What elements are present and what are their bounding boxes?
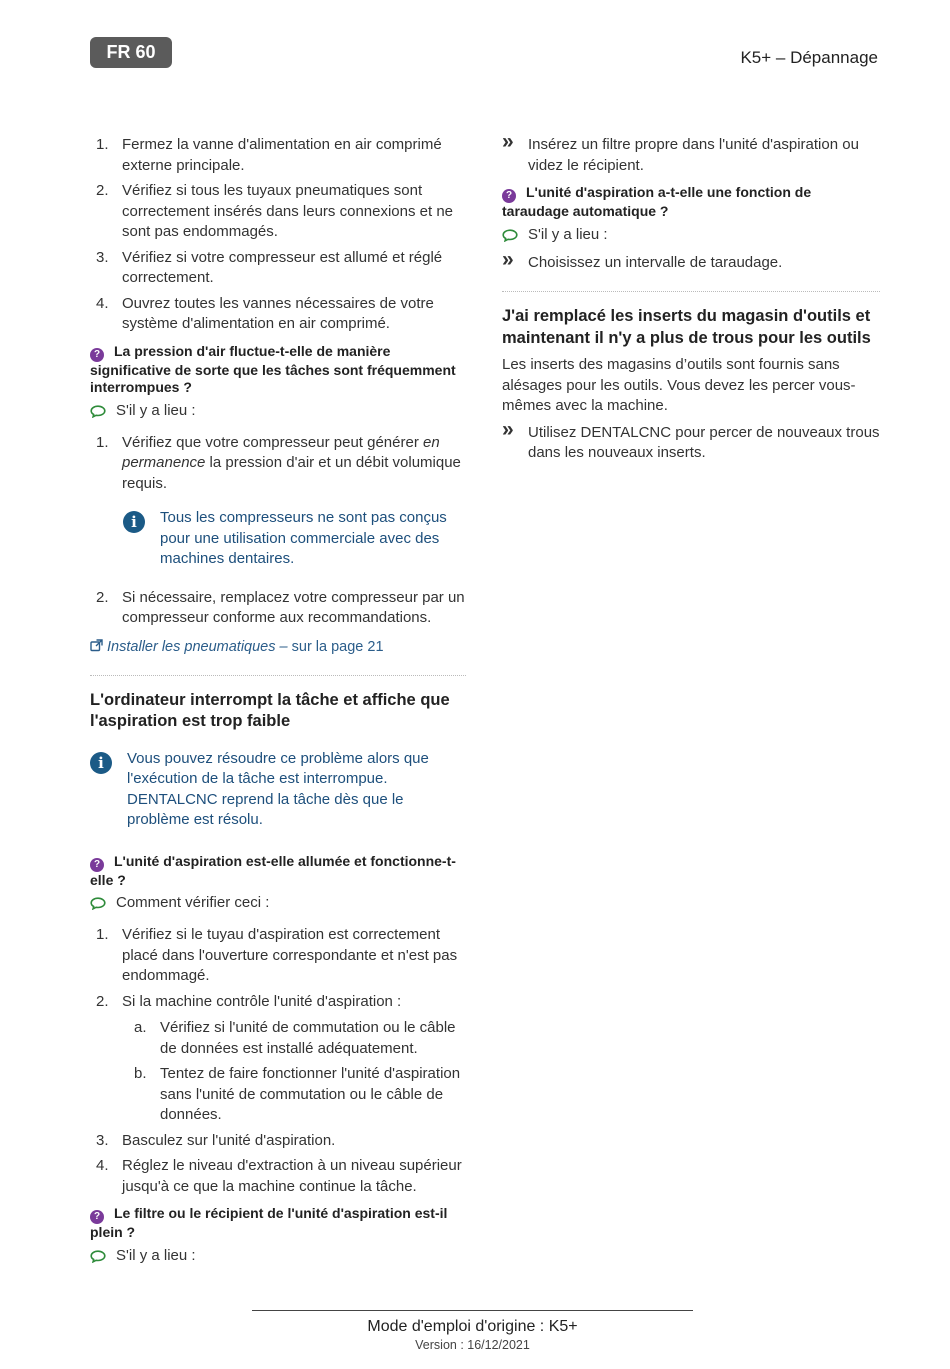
question-pressure — [90, 343, 466, 397]
answer-pressure — [90, 401, 466, 421]
list-item — [90, 294, 466, 335]
list-item — [122, 1064, 466, 1126]
step-text: Réglez le niveau d'extraction à un niveau supérieur jusqu'à ce que la machine continue la tâche. — [122, 1157, 462, 1195]
step-text: Vérifiez que votre compresseur peut générer — [122, 433, 423, 451]
paragraph-inserts: Les inserts des magasins d’outils sont fournis sans alésages pour les outils. Vous devez les percer vous-mêmes avec la machine. — [502, 356, 856, 414]
action-item — [502, 130, 880, 176]
step-text: Vérifiez si l'unité de commutation ou le câble de données est installé adéquatement. — [160, 1019, 456, 1057]
step-list — [90, 925, 466, 1197]
step-text: Si nécessaire, remplacez votre compresseur par un compresseur conforme aux recommandations. — [122, 588, 465, 626]
page-header-title: K5+ – Dépannage — [740, 48, 878, 67]
answer-suction-on — [90, 893, 466, 913]
info-text: Tous les compresseurs ne sont pas conçus pour une utilisation commerciale avec des machines dentaires. — [160, 509, 447, 567]
step-number: 2. — [96, 588, 109, 606]
step-list — [90, 588, 466, 629]
question-circle-icon: ? — [90, 348, 104, 362]
step-number: 2. — [96, 182, 109, 199]
answer-text: S'il y a lieu : — [116, 401, 196, 419]
step-number: 4. — [96, 1157, 109, 1174]
info-circle-icon: i — [90, 752, 112, 774]
info-note-compressors — [90, 508, 466, 570]
list-item — [90, 925, 466, 987]
list-item — [122, 1018, 466, 1059]
step-text: Ouvrez toutes les vannes nécessaires de votre système d'alimentation en air comprimé. — [122, 294, 434, 332]
list-item — [90, 1156, 466, 1197]
list-item — [90, 135, 466, 176]
question-text: L'unité d'aspiration a-t-elle une fonction de taraudage automatique ? — [502, 184, 812, 219]
speech-bubble-icon — [90, 405, 106, 418]
step-number: b. — [134, 1065, 147, 1082]
answer-text: S'il y a lieu : — [116, 1246, 196, 1264]
answer-filter-full — [90, 1246, 466, 1266]
info-text: Vous pouvez résoudre ce problème alors que l'exécution de la tâche est interrompue. DENTALCNC reprend la tâche dès que le problème est résolu. — [127, 749, 429, 828]
step-text: la pression d'air et un débit volumique requis. — [122, 454, 461, 492]
list-item — [90, 992, 466, 1126]
link-text[interactable]: Installer les pneumatiques – — [107, 638, 288, 655]
link-page[interactable]: sur la page 21 — [291, 638, 384, 655]
step-text: Basculez sur l'unité d'aspiration. — [122, 1131, 336, 1149]
left-column — [90, 135, 466, 1274]
speech-bubble-icon — [90, 1250, 106, 1263]
step-text: Vérifiez si le tuyau d'aspiration est correctement placé dans l'ouverture correspondante et n'est pas endommagé. — [122, 926, 458, 984]
sub-step-list — [122, 1018, 466, 1126]
step-number: 1. — [96, 433, 109, 451]
step-number: 1. — [96, 926, 109, 943]
step-text: Vérifiez si votre compresseur est allumé et réglé correctement. — [122, 248, 443, 286]
list-item — [90, 1131, 466, 1152]
step-emphasis: en permanence — [122, 433, 440, 471]
section-divider — [90, 675, 466, 676]
double-chevron-icon: » — [502, 417, 514, 441]
question-suction-on — [90, 853, 466, 890]
answer-text: S'il y a lieu : — [528, 225, 608, 243]
action-text: Insérez un filtre propre dans l'unité d'aspiration ou videz le récipient. — [528, 136, 859, 174]
info-circle-icon: i — [123, 511, 145, 533]
step-text: Fermez la vanne d'alimentation en air comprimé externe principale. — [122, 136, 442, 174]
answer-tapping — [502, 225, 880, 245]
section-divider — [502, 291, 880, 292]
list-item — [90, 433, 466, 495]
page-badge: FR 60 — [90, 37, 172, 68]
step-number: 2. — [96, 992, 109, 1010]
step-number: 3. — [96, 248, 109, 266]
step-number: 1. — [96, 136, 109, 153]
question-circle-icon: ? — [502, 189, 516, 203]
external-link-icon — [90, 639, 103, 652]
right-column — [502, 130, 880, 470]
action-item — [502, 417, 880, 464]
step-number: 3. — [96, 1131, 109, 1149]
step-text: Si la machine contrôle l'unité d'aspiration : — [122, 992, 402, 1010]
answer-text: Comment vérifier ceci : — [116, 894, 270, 911]
list-item — [90, 181, 466, 243]
question-filter-full — [90, 1205, 466, 1242]
question-text: La pression d'air fluctue-t-elle de manière significative de sorte que les tâches sont fréquemment interrompues ? — [90, 342, 456, 395]
question-tapping — [502, 184, 880, 221]
footer-title: Mode d'emploi d'origine : K5+ — [367, 1318, 578, 1335]
step-list — [90, 135, 466, 335]
action-item — [502, 247, 880, 274]
question-text: Le filtre ou le récipient de l'unité d'aspiration est-il plein ? — [90, 1205, 448, 1240]
list-item — [90, 588, 466, 629]
step-number: a. — [134, 1019, 147, 1036]
double-chevron-icon: » — [502, 247, 514, 271]
step-text: Vérifiez si tous les tuyaux pneumatiques sont correctement insérés dans leurs connexions et ne sont pas endommagés. — [122, 182, 454, 240]
list-item — [90, 248, 466, 289]
cross-reference-link[interactable] — [90, 639, 466, 655]
double-chevron-icon: » — [502, 130, 514, 153]
section-heading-inserts: J'ai remplacé les inserts du magasin d'outils et maintenant il n'y a plus de trous pour les outils — [502, 307, 871, 347]
question-circle-icon: ? — [90, 858, 104, 872]
step-list — [90, 433, 466, 495]
footer-divider — [252, 1310, 693, 1311]
speech-bubble-icon — [502, 229, 518, 242]
info-note-suction — [90, 749, 466, 831]
footer-version: Version : 16/12/2021 — [415, 1338, 530, 1352]
action-text: Utilisez DENTALCNC pour percer de nouveaux trous dans les nouveaux inserts. — [528, 423, 880, 461]
step-text: Tentez de faire fonctionner l'unité d'aspiration sans l'unité de commutation ou le câble de données. — [160, 1065, 461, 1123]
step-number: 4. — [96, 294, 109, 312]
speech-bubble-icon — [90, 897, 106, 910]
question-text: L'unité d'aspiration est-elle allumée et fonctionne-t-elle ? — [90, 852, 456, 888]
action-text: Choisissez un intervalle de taraudage. — [528, 253, 783, 271]
question-circle-icon: ? — [90, 1210, 104, 1224]
section-heading-suction: L'ordinateur interrompt la tâche et affiche que l'aspiration est trop faible — [90, 690, 450, 730]
